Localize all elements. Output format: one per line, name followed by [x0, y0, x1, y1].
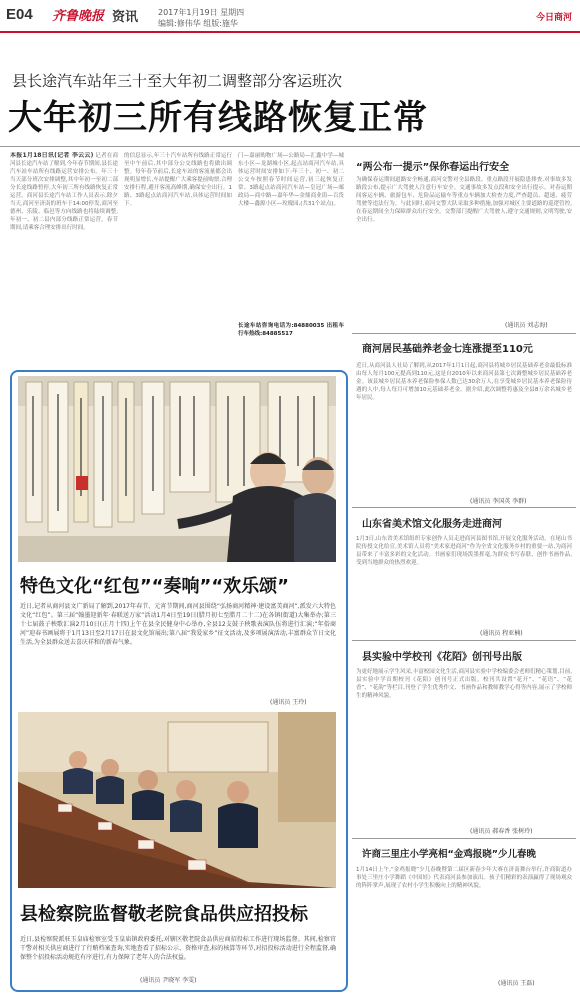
feature-caption-procuratorate	[20, 935, 336, 977]
lead-body-1: 记者在商河县长途汽车站了解到,今年春节期间,县长途汽车站车站所有线路运营安排公布。年三十当天部分班次安排调整,其中年初一至初二部分长途线路暂停,大年初三所有线路恢复正常运营。商河县长途汽车站工作人员表示,除夕当天,商河至济南的班车于14:00停发,商河至德州、乐陵、临邑等方向线路也将陆续调整,年初一、初二县内部分线路正常运营。春节期间,请乘客合理安排出行时间。	[10, 153, 118, 231]
calligraphy-exhibit-image	[18, 376, 336, 562]
story-divider	[352, 640, 576, 641]
newspaper-logo: 齐鲁晚报	[52, 9, 105, 24]
story-divider	[352, 838, 576, 839]
story-author-pension: (通讯员 李国英 李群)	[470, 498, 527, 505]
lead-byline: 本报1月18日讯(记者 李云云)	[10, 152, 94, 159]
headline-divider	[0, 146, 580, 147]
story-text-journal: 为更好地展示学生风采,丰富校园文化生活,商河县实验中学校编委会老师们精心策划,目前,县实验中学首期校刊《花陌》创刊号正式出版。校刊共设置“花开”、“花语”、“花香”、“花韵”等栏目,刊登了学生优秀作文、书画作品和教师教学心得等内容,展示了学校师生的精神风貌。	[356, 669, 572, 699]
story-divider	[352, 333, 576, 334]
lead-body-2: 的信息显示,年三十汽车站所有线路正常运行至中午前后,其中部分公交线路也将做出调整。每年春节前后,长途车站的客流量都会出现明显增长,车站提醒广大乘客提前购票,合理安排行程,避开客流高峰期,确保安全出行。1路、3路起点站商河汽车站,具体运营时间如下。	[124, 153, 232, 207]
story-title-art: 山东省美术馆文化服务走进商河	[362, 519, 502, 530]
story-body-pension	[356, 362, 572, 512]
column-brand: 今日商河	[535, 13, 572, 23]
story-author-gala: (通讯员 王磊)	[498, 980, 535, 987]
issue-date: 2017年1月19日 星期四	[158, 8, 245, 17]
editor-credit: 编辑:修伟华 组版:施华	[158, 19, 238, 28]
feature-title-culture: 特色文化“红包”“奏响”“欢乐颂”	[20, 576, 289, 597]
page-header	[0, 0, 580, 30]
lead-contact-text: 长途车站咨询电话为:84880035 出租车行车热线:84885517	[238, 323, 344, 337]
calligraphy-exhibit-photo	[18, 376, 336, 562]
story-body-gala	[356, 866, 572, 978]
story-title-pension: 商河居民基础养老金七连涨提至110元	[362, 344, 533, 355]
feature-author-culture: (通讯员 王玲)	[270, 699, 307, 706]
lead-subhead: 县长途汽车站年三十至大年初二调整部分客运班次	[12, 72, 343, 90]
lead-body-3: 门—嘉丽购物广场—公路局—汇鑫中学—城东小区—龙湖城小区,起点站商河汽车站,具体运营时间安排如下:年三十、初一、初二公交车按照春节时间运营,初三起恢复正常。3路起点站商河汽车站—皇冠广场—邮政局—商中路—嘉年华—金鼎商业街—百货大楼—鑫源小区—玫瑰园,(共31个站点)。	[238, 153, 344, 207]
story-body-art	[356, 535, 572, 637]
story-title-safety: “两公布一提示”保你春运出行安全	[356, 162, 510, 173]
story-text-safety: 为确保春运期间道路安全畅通,商河交警对全县路段、重点路段开展隐患排查,对事故多发路段公布,提示广大驾驶人注意行车安全。交通事故多发点段和安全出行提示。对春运期间客运车辆、旅游包车、危险品运输车等重点车辆加大检查力度,严查超员、超速、疲劳驾驶等违法行为。与此同时,商河交警大队采取多种措施,加强对城区主要道路的巡逻管控,在春运期间全力保障群众出行安全。交警部门提醒广大驾驶人,遵守交通规则,文明驾驶,安全出行。	[356, 177, 572, 223]
page-number: E04	[6, 6, 33, 23]
story-title-journal: 县实验中学校刊《花陌》创刊号出版	[362, 652, 522, 663]
section-name: 资讯	[112, 10, 139, 25]
story-body-safety	[356, 176, 572, 326]
feature-caption-culture	[20, 602, 336, 696]
lead-column-3	[238, 152, 344, 334]
story-title-gala: 许商三里庄小学亮相“金鸡报晓”少儿春晚	[362, 849, 536, 860]
meeting-photo	[18, 712, 336, 888]
feature-author-procuratorate: (通讯员 尹晓军 李雯)	[140, 977, 197, 984]
story-body-journal	[356, 668, 572, 828]
lead-column-2	[124, 152, 232, 362]
story-text-gala: 1月14日上午,“金鸡报晓”少儿春晚暨第二届区新春少年大赛在济南舞台举行,许商街道办事处三里庄小学舞蹈《中国娃》代表商河县参加演出。孩子们精彩的表演赢得了现场观众的阵阵掌声,展现了农村小学生积极向上的精神风貌。	[356, 867, 572, 889]
story-author-art: (通讯员 程亚楠)	[480, 630, 523, 637]
story-author-journal: (通讯员 郝春香 张树玲)	[470, 828, 533, 835]
lead-contact	[238, 322, 344, 362]
story-divider	[352, 507, 576, 508]
meeting-image	[18, 712, 336, 888]
feature-title-procuratorate: 县检察院监督敬老院食品供应招投标	[20, 904, 308, 925]
story-author-safety: (通讯员 刘志海)	[505, 322, 548, 329]
story-text-art: 1月3日,山东省美术馆组织专家创作人员走进商河县图书馆,开展文化服务活动。在尾山书院传授文化给宣,美术馆人员将“美术家进商河”作为全省文化服务乡村的重要一站,为商河县带来了丰富多彩的文化活动。书画家们现场泼墨挥毫,为群众书写春联、创作书画作品,受到当地群众的热烈欢迎。	[356, 536, 572, 566]
header-rule	[0, 31, 580, 33]
lead-column-1	[10, 152, 118, 362]
story-text-pension: 近日,从商河县人社局了解到,从2017年1月1日起,商河县将城乡居民基础养老金最低标准由每人每月100元提高到110元,这是自2010年以来商河县第七次调整城乡居民基础养老金。该县城乡居民基本养老保险参保人数已达30余万人,在享受城乡居民基本养老保险待遇的人中,每人每月可增加10元基础养老金。据介绍,此次调整将惠及全县8万余名城乡老年居民。	[356, 363, 572, 401]
feature-text-procuratorate: 近日,县检察院派驻玉皇庙检察室受玉皇庙镇政府委托,对辖区敬老院食品供应商招投标工作进行现场监督。其间,检察官干警对相关供应商进行了行贿档案查询,实地查看了招标公示、资格审查,标的核算等环节,对招投标活动进行全程监督,确保整个招投标活动规范有序进行,有力保障了老年人的合法权益。	[20, 936, 336, 961]
lead-headline: 大年初三所有线路恢复正常	[8, 98, 428, 138]
feature-text-culture: 近日,记者从商河县文广新局了解到,2017年春节、元宵节期间,商河县围绕“弘扬商河精神·建设富美商河”,派发六大特色文化“红包”。第三届“翰墨迎新年·春联送万家”活动1月4日至19日(腊月初七至腊月二十二)在各镇(街道)大集举办;第三十七届鼓子秧歌汇演2月10日(正月十四)上午在县全民健身中心举办,全县12支鼓子秧歌表演队伍将进行汇演;“年俗商河”迎春书画展将于1月13日至2月17日在县文化馆展出;第八届“我爱家乡”征文活动,及多项展演活动,丰富群众节日文化生活,为全县群众送去喜庆祥和的新春气象。	[20, 603, 336, 646]
